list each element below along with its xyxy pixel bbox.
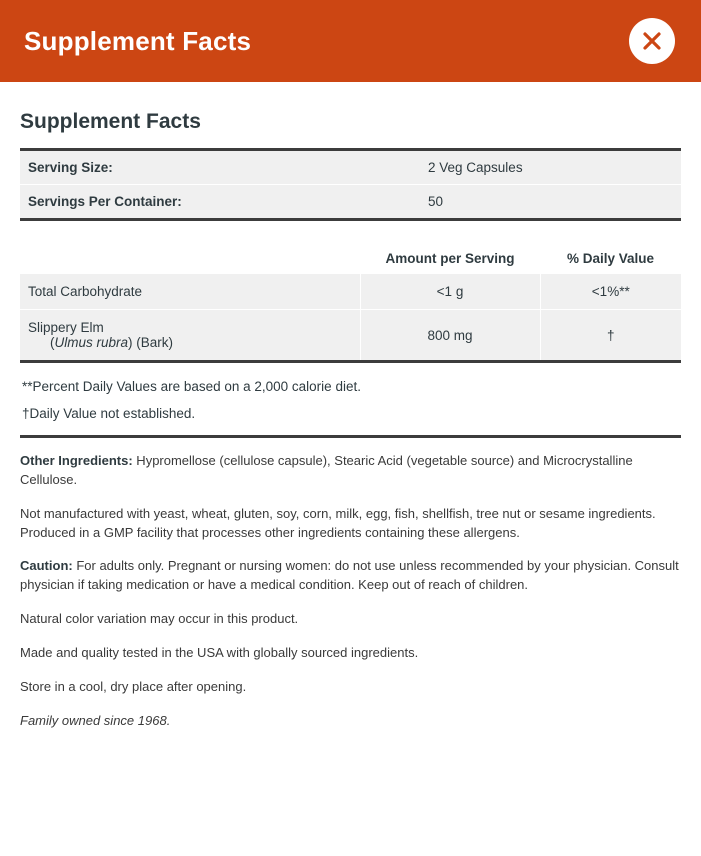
nutrient-name: Slippery Elm [28,320,104,335]
nutrient-amount: 800 mg [360,310,540,362]
servings-per-container-label: Servings Per Container: [28,194,182,209]
modal-title: Supplement Facts [24,25,252,56]
nutrient-daily-value: <1%** [540,274,681,310]
other-ingredients-text: Hypromellose (cellulose capsule), Stearic Acid (vegetable source) and Microcrystalline Cellulose. [20,453,633,487]
allergen-paragraph: Not manufactured with yeast, wheat, gluten, soy, corn, milk, egg, fish, shellfish, tree nut or sesame ingredients. Produced in a GMP facility that processes other ingredients containing these allergens. [20,505,656,540]
table-row [20,310,681,362]
daily-value-header: % Daily Value [566,251,655,266]
servings-per-container-value: 50 [428,194,444,209]
footnotes [20,373,681,427]
table-row [20,274,681,310]
serving-info-table [20,148,681,221]
caution-label: Caution: [20,558,73,574]
caution-text: For adults only. Pregnant or nursing women: do not use unless recommended by your physician. Consult physician if taking medication or have a medical condition. Keep out of reach of children. [20,558,679,593]
footnote-dagger: †Daily Value not established. [22,406,196,421]
serving-size-label: Serving Size: [28,160,113,175]
page-title: Supplement Facts [20,110,201,133]
close-button[interactable] [629,18,675,64]
family-owned-paragraph: Family owned since 1968. [20,712,171,728]
caution-paragraph [20,557,681,595]
other-information [20,438,681,730]
nutrient-name-block [20,310,360,362]
color-variation-paragraph: Natural color variation may occur in this product. [20,611,299,627]
modal-body [0,82,701,730]
nutrient-subname-pre: ( [50,335,55,350]
footnote-percent-dv: **Percent Daily Values are based on a 2,000 calorie diet. [22,379,361,394]
nutrient-name: Total Carbohydrate [20,274,360,310]
nutrient-amount: <1 g [360,274,540,310]
usa-quality-paragraph: Made and quality tested in the USA with globally sourced ingredients. [20,644,419,660]
amount-per-serving-header: Amount per Serving [385,251,515,266]
table-row [20,185,681,220]
nutrient-latin-name: Ulmus rubra [54,335,129,350]
nutrient-daily-value: † [540,310,681,362]
table-header-row [20,247,681,274]
modal-header [0,0,701,82]
close-icon [641,30,663,52]
nutrient-table [20,247,681,363]
nutrient-name-header [20,247,360,274]
other-ingredients-paragraph [20,452,681,490]
table-row [20,150,681,185]
serving-size-value: 2 Veg Capsules [428,160,523,175]
nutrient-subname [28,335,352,350]
nutrient-subname-post: ) (Bark) [128,335,174,350]
other-ingredients-label: Other Ingredients: [20,453,133,468]
storage-paragraph: Store in a cool, dry place after opening. [20,678,247,694]
